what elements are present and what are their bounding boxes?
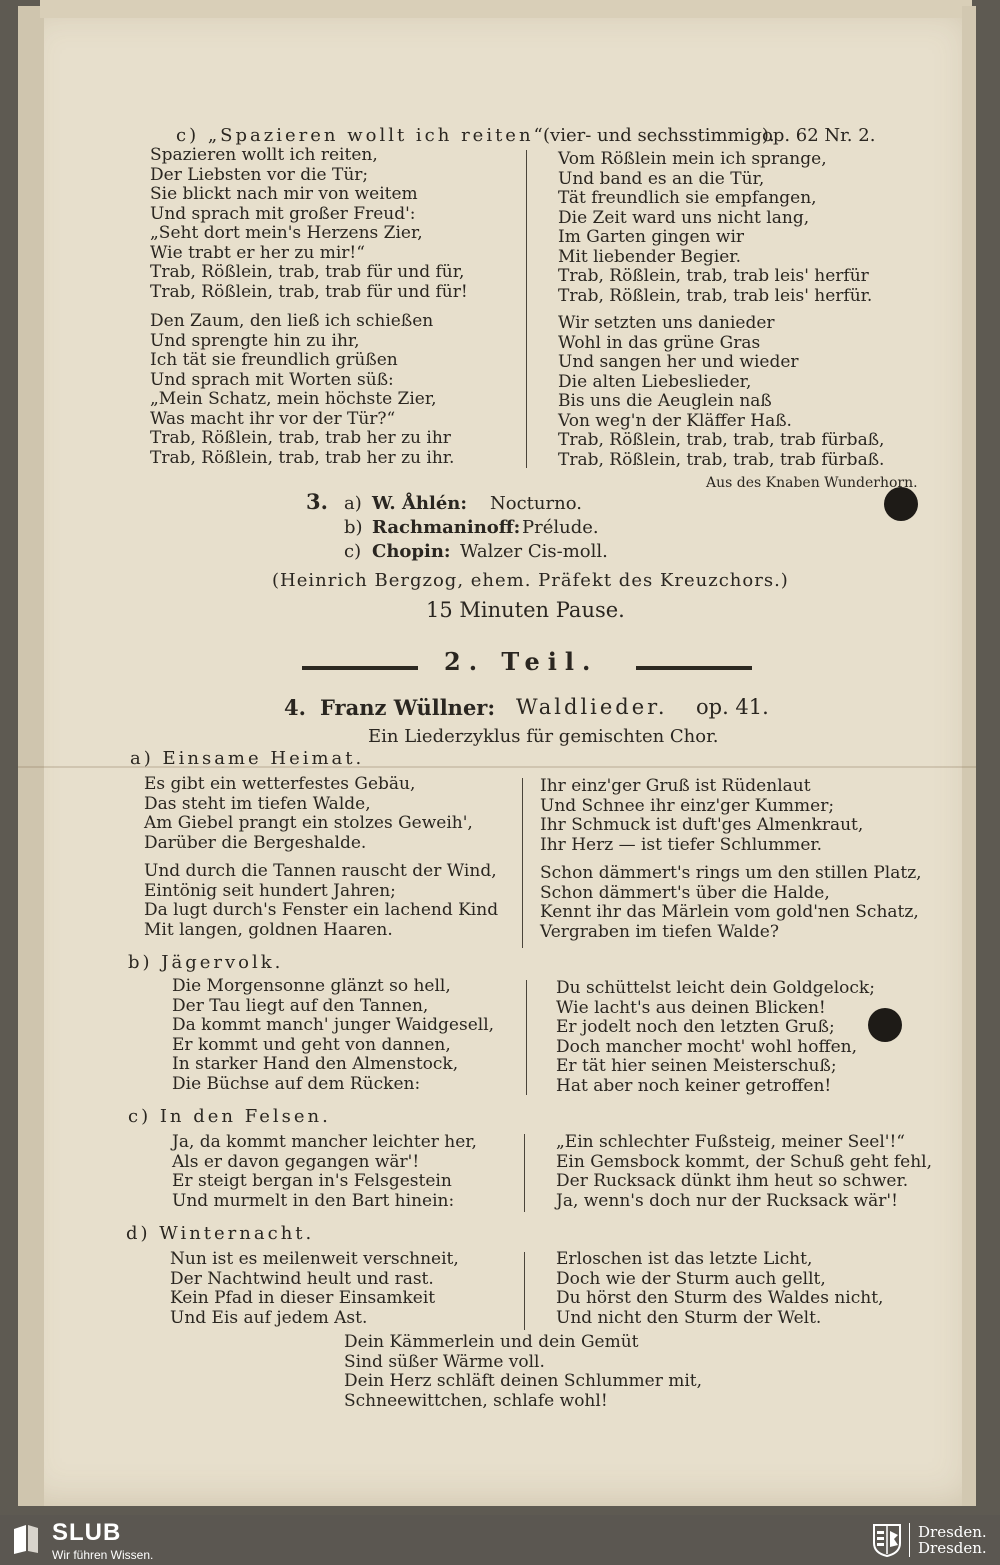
slub-logo-icon: [12, 1523, 40, 1555]
song-c-left-stanza-1: Spazieren wollt ich reiten, Der Liebsten vor die Tür; Sie blickt nach mir von weitem Und sprach mit großer Freud': „Seht dort mein's Herzens Zier, Wie trabt er her zu mir!“ Trab, Rößlein, trab, trab für und für, Trab, Rößlein, trab, trab für und für!: [150, 145, 468, 302]
song-b-title: b) Jägervolk.: [128, 952, 284, 973]
column-divider: [524, 1252, 525, 1330]
item-3a-label: a): [344, 493, 362, 514]
item-3b-work: Prélude.: [522, 517, 599, 538]
item-3-performer: (Heinrich Bergzog, ehem. Präfekt des Kreuzchors.): [272, 570, 789, 591]
item-3a-work: Nocturno.: [490, 493, 582, 514]
song-c2-left: Ja, da kommt mancher leichter her, Als er davon gegangen wär'! Er steigt bergan in's Felsgestein Und murmelt in den Bart hinein:: [172, 1132, 477, 1211]
song-c-right-stanza-2: Wir setzten uns danieder Wohl in das grüne Gras Und sangen her und wieder Die alten Liebeslieder, Bis uns die Aeuglein naß Von weg'n der Kläffer Haß. Trab, Rößlein, trab, trab, trab fürbaß, Trab, Rößlein, trab, trab, trab fürbaß.: [558, 313, 885, 470]
title-rule-right: [636, 666, 752, 670]
title-rule-left: [302, 666, 418, 670]
song-c-heading-label: c) „Spazieren wollt ich reiten“: [176, 125, 546, 146]
item-4-number: 4.: [284, 695, 306, 720]
item-4-composer: Franz Wüllner:: [320, 695, 496, 720]
column-divider: [524, 1134, 525, 1212]
footer-bar: [0, 1515, 1000, 1565]
item-3b-composer: Rachmaninoff:: [372, 517, 521, 538]
item-4-subtitle: Ein Liederzyklus für gemischten Chor.: [368, 726, 719, 747]
song-a-right-stanza-1: Ihr einz'ger Gruß ist Rüdenlaut Und Schnee ihr einz'ger Kummer; Ihr Schmuck ist duft'ges Almenkraut, Ihr Herz — ist tiefer Schlummer.: [540, 776, 864, 855]
song-d-left: Nun ist es meilenweit verschneit, Der Nachtwind heult und rast. Kein Pfad in dieser Einsamkeit Und Eis auf jedem Ast.: [170, 1249, 459, 1328]
song-c-source: Aus des Knaben Wunderhorn.: [706, 475, 918, 491]
song-c-heading-opus: op. 62 Nr. 2.: [762, 125, 876, 146]
library-name[interactable]: SLUB: [52, 1519, 122, 1546]
song-c2-right: „Ein schlechter Fußsteig, meiner Seel'!“ Ein Gemsbock kommt, der Schuß geht fehl, Der Rucksack dünkt ihm heut so schwer. Ja, wenn's doch nur der Rucksack wär'!: [556, 1132, 933, 1211]
item-4-work: Waldlieder.: [516, 695, 668, 719]
song-b-left: Die Morgensonne glänzt so hell, Der Tau liegt auf den Tannen, Da kommt manch' junger Waidgesell, Er kommt und geht von dannen, In starker Hand den Almenstock, Die Büchse auf dem Rücken:: [172, 976, 495, 1094]
song-b-right: Du schüttelst leicht dein Goldgelock; Wie lacht's aus deinen Blicken! Er jodelt noch den letzten Gruß; Doch mancher mocht' wohl hoffen, Er tät hier seinen Meisterschuß; Hat aber noch keiner getroffen!: [556, 978, 875, 1096]
song-a-right-stanza-2: Schon dämmert's rings um den stillen Platz, Schon dämmert's über die Halde, Kennt ihr das Märlein vom gold'nen Schatz, Vergraben im tiefen Walde?: [540, 863, 922, 942]
song-d-title: d) Winternacht.: [126, 1223, 315, 1244]
dresden-crest-icon: [872, 1523, 902, 1557]
item-3c-work: Walzer Cis-moll.: [460, 541, 608, 562]
column-divider: [526, 980, 527, 1095]
page-fold-right: [962, 6, 976, 1506]
item-4-opus: op. 41.: [696, 695, 769, 719]
song-c2-title: c) In den Felsen.: [128, 1106, 331, 1127]
song-d-closing: Dein Kämmerlein und dein Gemüt Sind süßer Wärme voll. Dein Herz schläft deinen Schlummer mit, Schneewittchen, schlafe wohl!: [344, 1332, 703, 1411]
part-2-title: 2. Teil.: [444, 647, 599, 676]
library-tagline: Wir führen Wissen.: [52, 1548, 154, 1562]
page-fold-left: [18, 6, 44, 1506]
item-3c-label: c): [344, 541, 362, 562]
song-a-left-stanza-1: Es gibt ein wetterfestes Gebäu, Das steht im tiefen Walde, Am Giebel prangt ein stolzes Geweih', Darüber die Bergeshalde.: [144, 774, 473, 853]
item-3b-label: b): [344, 517, 363, 538]
city-name[interactable]: Dresden. Dresden.: [918, 1523, 987, 1557]
item-3-number: 3.: [306, 489, 328, 514]
song-d-right: Erloschen ist das letzte Licht, Doch wie der Sturm auch gellt, Du hörst den Sturm des Waldes nicht, Und nicht den Sturm der Welt.: [556, 1249, 884, 1328]
page-fold-top: [40, 0, 972, 18]
intermission-note: 15 Minuten Pause.: [426, 598, 625, 622]
item-3a-composer: W. Åhlén:: [372, 493, 468, 514]
song-a-left-stanza-2: Und durch die Tannen rauscht der Wind, Eintönig seit hundert Jahren; Da lugt durch's Fenster ein lachend Kind Mit langen, goldnen Haaren.: [144, 861, 499, 940]
item-3c-composer: Chopin:: [372, 541, 451, 562]
song-a-title: a) Einsame Heimat.: [130, 748, 365, 769]
song-c-left-stanza-2: Den Zaum, den ließ ich schießen Und sprengte hin zu ihr, Ich tät sie freundlich grüßen Und sprach mit Worten süß: „Mein Schatz, mein höchste Zier, Was macht ihr vor der Tür?“ Trab, Rößlein, trab, trab her zu ihr Trab, Rößlein, trab, trab her zu ihr.: [150, 311, 455, 468]
column-divider: [526, 150, 527, 468]
column-divider: [522, 778, 523, 948]
song-c-right-stanza-1: Vom Rößlein mein ich sprange, Und band es an die Tür, Tät freundlich sie empfangen, Die Zeit ward uns nicht lang, Im Garten gingen wir Mit liebender Begier. Trab, Rößlein, trab, trab leis' herfür Trab, Rößlein, trab, trab leis' herfür.: [558, 149, 873, 306]
song-c-heading-note: (vier- und sechsstimmig).: [543, 125, 775, 146]
footer-divider: [909, 1523, 910, 1557]
